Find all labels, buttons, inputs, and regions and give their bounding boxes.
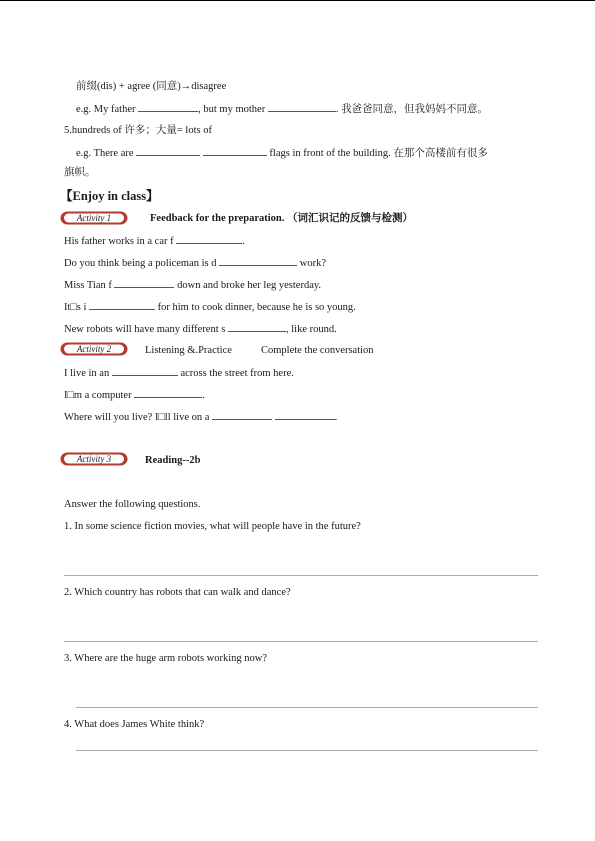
- answer-blank[interactable]: [114, 278, 174, 288]
- reading-question-2: 2. Which country has robots that can walk and dance?: [64, 587, 291, 598]
- question-text: Where will you live? I□ll live on a: [64, 412, 210, 423]
- reading-question-1: 1. In some science fiction movies, what will people have in the future?: [64, 521, 361, 532]
- question-text: .: [334, 412, 338, 423]
- answer-blank[interactable]: [228, 322, 286, 332]
- reading-question-3: 3. Where are the huge arm robots working now?: [64, 653, 268, 664]
- question-text: New robots will have many different s: [64, 324, 226, 335]
- top-border: [0, 0, 595, 1]
- blank[interactable]: [203, 146, 267, 156]
- prefix-note: 前缀(dis) + agree (同意)→disagree: [76, 81, 227, 92]
- activity-2-line-1: [64, 366, 294, 380]
- example-sentence-1: [76, 102, 488, 116]
- answer-line[interactable]: [64, 641, 538, 642]
- answer-blank[interactable]: [176, 234, 242, 244]
- activity-1-badge: [60, 211, 128, 225]
- question-text: I live in an: [64, 368, 110, 379]
- activity-1-badge-label: Activity 1: [76, 213, 112, 223]
- question-text: .: [202, 390, 205, 401]
- activity-3-title: Reading--2b: [145, 455, 201, 466]
- question-text: , like round.: [285, 324, 337, 335]
- blank[interactable]: [138, 102, 198, 112]
- reading-question-4: 4. What does James White think?: [64, 719, 205, 730]
- question-text: .: [242, 236, 245, 247]
- vocab-item-5: 5.hundreds of 许多；大量= lots of: [64, 125, 212, 136]
- activity-2-line-3: [64, 410, 337, 424]
- example-2-part-c: 旗帜。: [64, 167, 96, 178]
- answer-blank[interactable]: [134, 388, 202, 398]
- answer-line[interactable]: [64, 575, 538, 576]
- question-text: Do you think being a policeman is d: [64, 258, 217, 269]
- activity-1-question-3: [64, 278, 321, 292]
- question-text: Miss Tian f: [64, 280, 112, 291]
- example-1-part-c: . 我爸爸同意，但我妈妈不同意。: [335, 104, 489, 115]
- answer-blank[interactable]: [112, 366, 178, 376]
- answer-line[interactable]: [76, 750, 538, 751]
- example-2-part-a: e.g. There are: [76, 148, 134, 159]
- activity-3-instruction: Answer the following questions.: [64, 499, 201, 510]
- activity-1-question-4: [64, 300, 356, 314]
- question-text: It□s i: [64, 302, 87, 313]
- example-sentence-2: [76, 146, 488, 160]
- activity-2-line-2: [64, 388, 205, 402]
- question-text: I□m a computer: [64, 390, 132, 401]
- activity-1-question-5: [64, 322, 337, 336]
- example-1-part-a: e.g. My father: [76, 104, 136, 115]
- activity-1-title: [150, 212, 413, 225]
- example-2-part-b: flags in front of the building. 在那个高楼前有很多: [269, 148, 488, 159]
- question-text: down and broke her leg yesterday.: [177, 280, 322, 291]
- blank[interactable]: [268, 102, 336, 112]
- activity-2-subtitle: Complete the conversation: [261, 345, 374, 356]
- answer-blank[interactable]: [212, 410, 272, 420]
- activity-2-badge-label: Activity 2: [76, 344, 112, 354]
- activity-1-title-cn: （词汇识记的反馈与检测）: [286, 213, 413, 224]
- question-text: across the street from here.: [180, 368, 294, 379]
- activity-3-badge-label: Activity 3: [76, 454, 112, 464]
- blank[interactable]: [136, 146, 200, 156]
- activity-1-title-en: Feedback for the preparation.: [150, 213, 285, 224]
- activity-3-badge: [60, 452, 128, 466]
- activity-2-title: Listening &.Practice: [145, 345, 232, 356]
- activity-1-question-2: [64, 256, 326, 270]
- answer-blank[interactable]: [275, 410, 335, 420]
- activity-1-question-1: [64, 234, 245, 248]
- question-text: His father works in a car f: [64, 236, 174, 247]
- question-text: work?: [299, 258, 327, 269]
- section-title: 【Enjoy in class】: [60, 189, 159, 203]
- example-1-part-b: , but my mother: [198, 104, 266, 115]
- answer-blank[interactable]: [89, 300, 155, 310]
- answer-blank[interactable]: [219, 256, 297, 266]
- answer-line[interactable]: [76, 707, 538, 708]
- activity-2-badge: [60, 342, 128, 356]
- question-text: for him to cook dinner, because he is so young.: [157, 302, 356, 313]
